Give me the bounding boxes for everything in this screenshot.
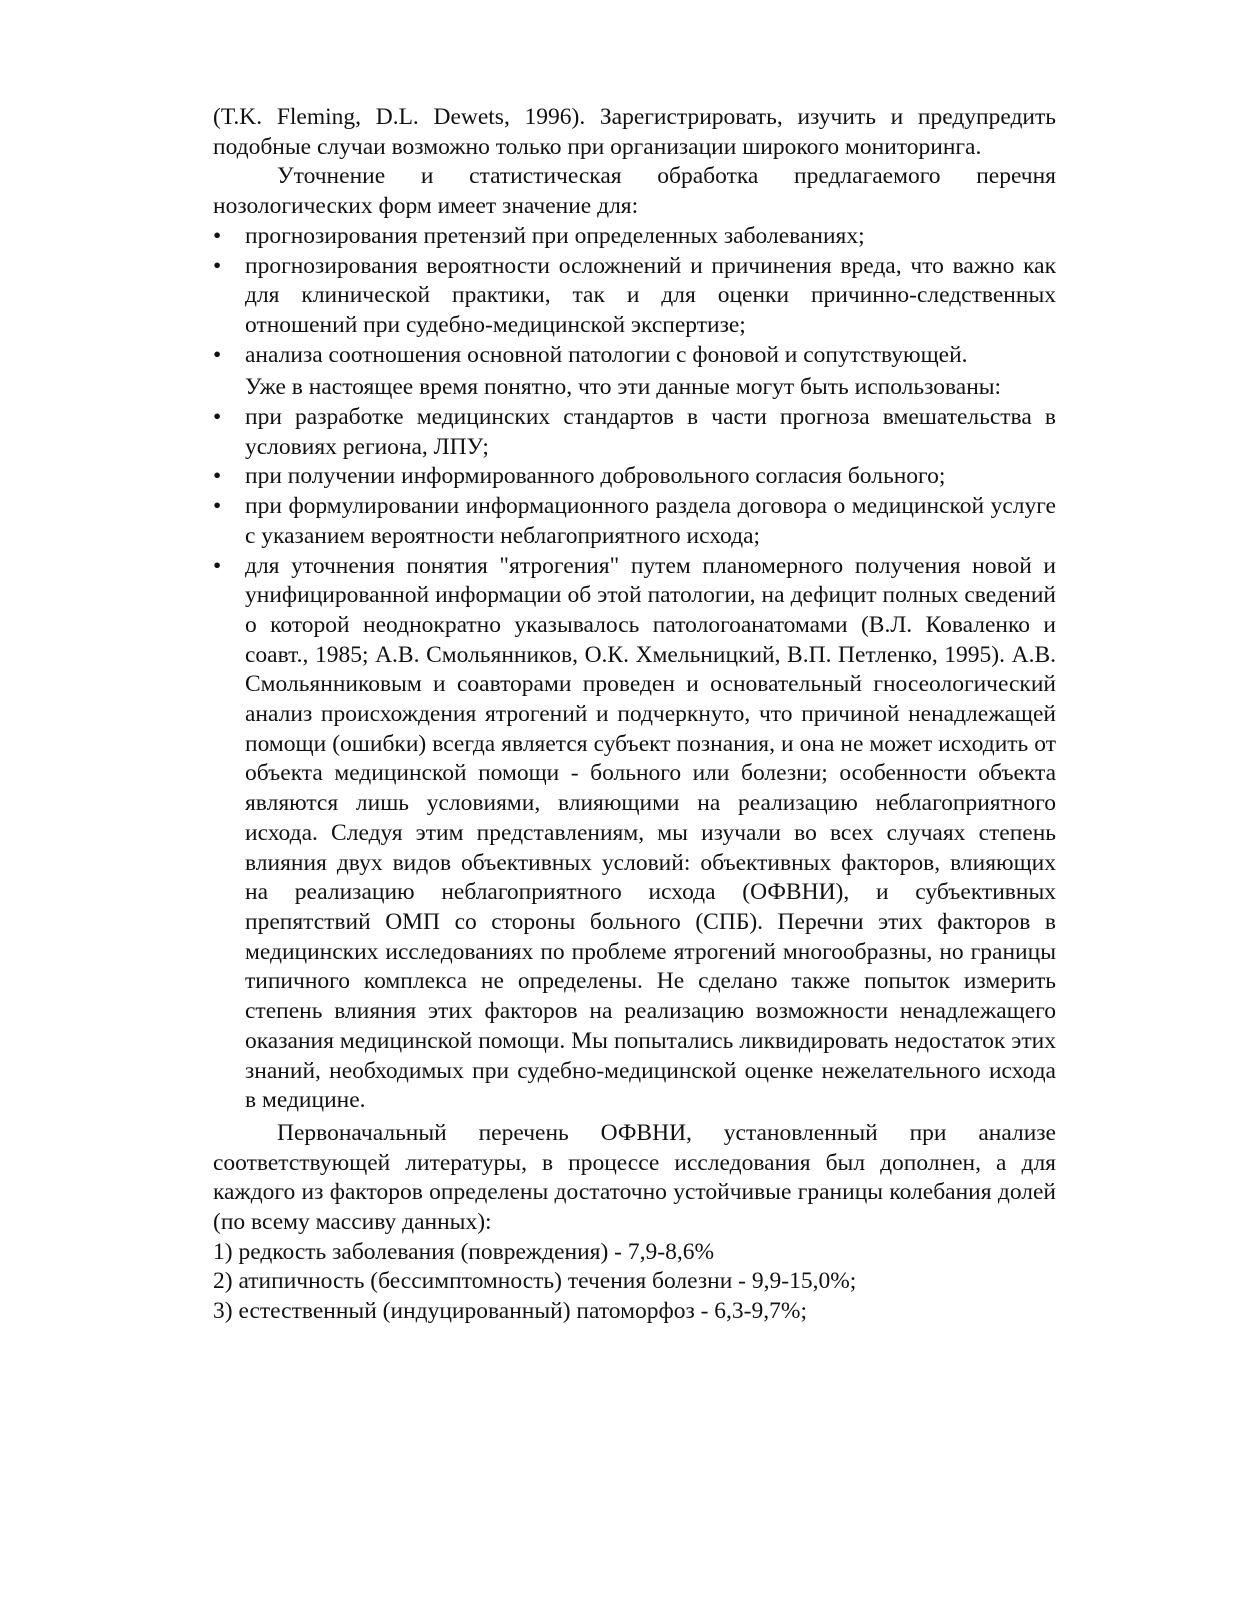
list-item-text: при формулировании информационного раздела договора о медицинской услуге с указанием вероятности неблагоприятного исхода; bbox=[245, 493, 1056, 549]
list-item bbox=[213, 492, 1056, 551]
list-item-text: при разработке медицинских стандартов в части прогноза вмешательства в условиях региона, ЛПУ; bbox=[245, 404, 1056, 460]
bullet-icon: • bbox=[213, 493, 222, 520]
paragraph-factors-intro: Первоначальный перечень ОФВНИ, установленный при анализе соответствующей литературы, в процессе исследования был дополнен, а для каждого из факторов определены достаточно устойчивые границы колебания долей (по всему массиву данных): bbox=[213, 1119, 1056, 1236]
paragraph-usage: Уже в настоящее время понятно, что эти данные могут быть использованы: bbox=[245, 374, 1002, 401]
list-item bbox=[213, 403, 1056, 462]
paragraph-intro: (T.K. Fleming, D.L. Dewets, 1996). Зарегистрировать, изучить и предупредить подобные случаи возможно только при организации широкого мониторинга. bbox=[213, 104, 1056, 160]
list-purposes bbox=[213, 222, 1056, 371]
document-page bbox=[213, 103, 1056, 1327]
bullet-icon: • bbox=[213, 404, 222, 431]
list-item bbox=[213, 222, 1056, 252]
bullet-icon: • bbox=[213, 552, 222, 579]
list-item-text: прогнозирования претензий при определенных заболеваниях; bbox=[245, 222, 865, 249]
bullet-icon: • bbox=[213, 252, 222, 279]
list-item-text: для уточнения понятия "ятрогения" путем планомерного получения новой и унифицированной информации об этой патологии, на дефицит полных сведений о которой неоднократно указывалось патологоанатомами (В.Л. Коваленко и соавт., 1985; А.В. Смольянников, О.К. Хмельницкий, В.П. Петленко, 1995). А.В. Смольянниковым и соавторами проведен и основательный гносеологический анализ происхождения ятрогений и подчеркнуто, что причиной ненадлежащей помощи (ошибки) всегда является субъект познания, и она не может исходить от объекта медицинской помощи - больного или болезни; особенности объекта являются лишь условиями, влияющими на реализацию неблагоприятного исхода. Следуя этим представлениям, мы изучали во всех случаях степень влияния двух видов объективных условий: объективных факторов, влияющих на реализацию неблагоприятного исхода (ОФВНИ), и субъективных препятствий ОМП со стороны больного (СПБ). Перечни этих факторов в медицинских исследованиях по проблеме ятрогений многообразны, но границы типичного комплекса не определены. Не сделано также попыток измерить степень влияния этих факторов на реализацию возможности ненадлежащего оказания медицинской помощи. Мы попытались ликвидировать недостаток этих знаний, необходимых при судебно-медицинской оценке нежелательного исхода в медицине. bbox=[245, 552, 1056, 1114]
factor-item: 2) атипичность (бессимптомность) течения болезни - 9,9-15,0%; bbox=[213, 1268, 857, 1295]
list-usage bbox=[213, 403, 1056, 1116]
list-item bbox=[213, 462, 1056, 492]
list-item-text: анализа соотношения основной патологии с фоновой и сопутствующей. bbox=[245, 341, 968, 368]
paragraph-nosology: Уточнение и статистическая обработка предлагаемого перечня нозологических форм имеет значение для: bbox=[213, 163, 1056, 220]
list-item-text: при получении информированного добровольного согласия больного; bbox=[245, 463, 946, 490]
factor-item: 3) естественный (индуцированный) патоморфоз - 6,3-9,7%; bbox=[213, 1298, 807, 1325]
bullet-icon: • bbox=[213, 463, 222, 490]
list-item bbox=[213, 341, 1056, 371]
bullet-icon: • bbox=[213, 341, 222, 368]
bullet-icon: • bbox=[213, 222, 222, 249]
list-item bbox=[213, 552, 1056, 1116]
list-item bbox=[213, 252, 1056, 341]
list-item-text: прогнозирования вероятности осложнений и причинения вреда, что важно как для клинической практики, так и для оценки причинно-следственных отношений при судебно-медицинской экспертизе; bbox=[245, 252, 1056, 338]
factor-item: 1) редкость заболевания (повреждения) - 7,9-8,6% bbox=[213, 1238, 715, 1265]
list-factors bbox=[213, 1238, 1056, 1327]
